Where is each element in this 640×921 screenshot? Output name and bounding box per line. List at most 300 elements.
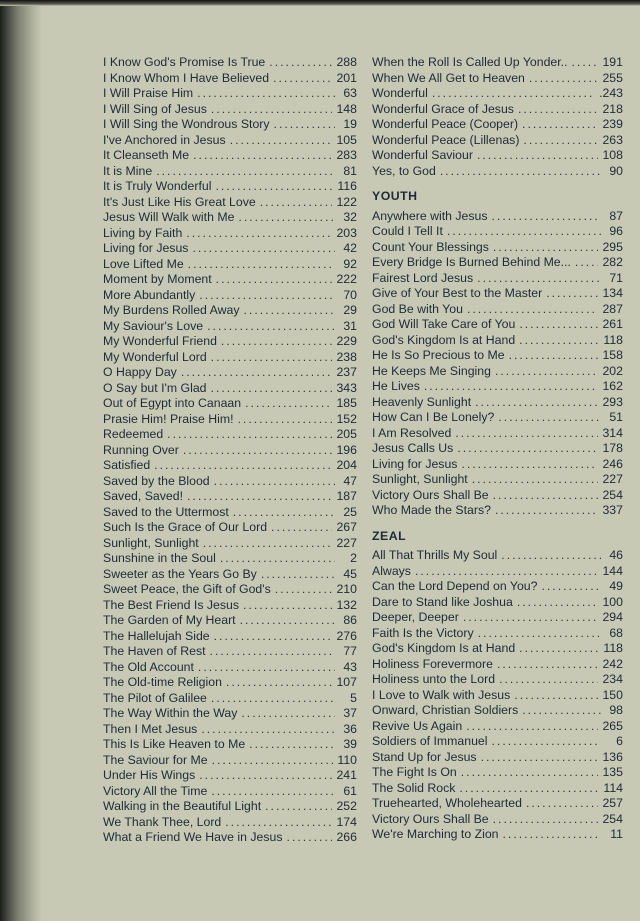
dot-leader bbox=[493, 812, 599, 828]
entry-page-number: 288 bbox=[336, 55, 357, 69]
index-entry bbox=[103, 303, 357, 319]
dot-leader bbox=[287, 830, 333, 846]
entry-page-number: 158 bbox=[602, 348, 623, 362]
entry-title: God Be with You bbox=[372, 301, 463, 316]
dot-leader bbox=[220, 551, 335, 567]
index-entry bbox=[372, 781, 623, 797]
index-entry bbox=[372, 86, 623, 102]
dot-leader bbox=[472, 472, 599, 488]
dot-leader bbox=[457, 441, 598, 457]
index-entry bbox=[372, 827, 623, 843]
dot-leader bbox=[214, 474, 335, 490]
dot-leader bbox=[275, 582, 333, 598]
entry-title: It Cleanseth Me bbox=[103, 148, 190, 162]
entry-title: The Old-time Religion bbox=[103, 675, 222, 689]
entry-page-number: 337 bbox=[602, 503, 623, 517]
dot-leader bbox=[203, 536, 333, 552]
entry-page-number: 205 bbox=[336, 427, 357, 441]
index-entry bbox=[103, 660, 357, 676]
dot-leader bbox=[193, 148, 332, 164]
entry-title: Always bbox=[372, 563, 411, 578]
index-entry bbox=[372, 379, 623, 395]
entry-title: Sweeter as the Years Go By bbox=[103, 566, 257, 581]
index-entry bbox=[372, 641, 623, 657]
index-entry bbox=[372, 610, 623, 626]
dot-leader bbox=[503, 827, 601, 843]
entry-page-number: 254 bbox=[602, 487, 623, 502]
entry-title: My Burdens Rolled Away bbox=[103, 303, 240, 317]
dot-leader bbox=[243, 598, 332, 614]
index-entry bbox=[372, 548, 623, 564]
entry-page-number: 201 bbox=[336, 70, 357, 85]
entry-title: Sunlight, Sunlight bbox=[103, 535, 199, 550]
book-spine-shadow bbox=[0, 0, 42, 921]
entry-title: God's Kingdom Is at Hand bbox=[372, 332, 516, 347]
entry-page-number: 174 bbox=[336, 814, 357, 829]
index-entry bbox=[103, 226, 357, 242]
dot-leader bbox=[167, 427, 332, 443]
entry-title: What a Friend We Have in Jesus bbox=[103, 830, 283, 844]
dot-leader bbox=[477, 148, 599, 164]
entry-page-number: 314 bbox=[602, 425, 623, 440]
index-entry bbox=[372, 364, 623, 380]
entry-title: The Old Account bbox=[103, 659, 194, 674]
entry-page-number: 234 bbox=[602, 672, 623, 686]
dot-leader bbox=[440, 164, 601, 180]
entry-title: Wonderful Peace (Lillenas) bbox=[372, 132, 520, 147]
entry-title: Living by Faith bbox=[103, 225, 183, 240]
index-entry bbox=[103, 722, 357, 738]
entry-page-number: 122 bbox=[336, 194, 357, 209]
entry-title: Anywhere with Jesus bbox=[372, 208, 488, 223]
entry-page-number: 257 bbox=[602, 796, 623, 810]
dot-leader bbox=[271, 520, 332, 536]
index-entry bbox=[372, 426, 623, 442]
dot-leader bbox=[243, 303, 335, 319]
dot-leader bbox=[273, 71, 332, 87]
index-entry bbox=[103, 830, 357, 846]
dot-leader bbox=[214, 629, 333, 645]
index-entry bbox=[103, 427, 357, 443]
index-entry bbox=[103, 381, 357, 397]
entry-page-number: 42 bbox=[343, 241, 357, 255]
index-entry bbox=[372, 579, 623, 595]
dot-leader bbox=[477, 271, 601, 287]
index-entry bbox=[103, 520, 357, 536]
dot-leader bbox=[501, 548, 601, 564]
index-entry bbox=[103, 799, 357, 815]
dot-leader bbox=[461, 457, 598, 473]
index-entry bbox=[103, 474, 357, 490]
index-entry bbox=[372, 657, 623, 673]
entry-title: The Way Within the Way bbox=[103, 706, 238, 720]
dot-leader bbox=[466, 719, 598, 735]
entry-page-number: 191 bbox=[602, 55, 623, 69]
index-entry bbox=[372, 734, 623, 750]
dot-leader bbox=[493, 240, 599, 256]
dot-leader bbox=[467, 302, 599, 318]
entry-title: When the Roll Is Called Up Yonder.. bbox=[372, 55, 568, 69]
entry-title: Stand Up for Jesus bbox=[372, 749, 477, 764]
dot-leader bbox=[265, 799, 332, 815]
dot-leader bbox=[522, 703, 601, 719]
entry-page-number: 100 bbox=[602, 594, 623, 609]
entry-page-number: 5 bbox=[350, 690, 357, 705]
index-entry bbox=[103, 598, 357, 614]
index-entry bbox=[372, 796, 623, 812]
entry-title: This Is Like Heaven to Me bbox=[103, 737, 246, 751]
index-entry bbox=[372, 395, 623, 411]
index-entry bbox=[372, 672, 623, 688]
index-entry bbox=[372, 719, 623, 735]
dot-leader bbox=[522, 117, 598, 133]
dot-leader bbox=[211, 350, 333, 366]
dot-leader bbox=[575, 255, 599, 271]
index-entry bbox=[372, 255, 623, 271]
entry-page-number: 266 bbox=[336, 830, 357, 844]
entry-title: God's Kingdom Is at Hand bbox=[372, 641, 516, 655]
index-entry bbox=[103, 396, 357, 412]
entry-page-number: 135 bbox=[602, 765, 623, 779]
entry-title: O Happy Day bbox=[103, 365, 177, 379]
entry-title: Moment by Moment bbox=[103, 272, 212, 286]
entry-page-number: 61 bbox=[343, 783, 357, 798]
index-entry bbox=[372, 564, 623, 580]
entry-page-number: 51 bbox=[609, 410, 623, 424]
index-entry bbox=[372, 488, 623, 504]
entry-title: It is Truly Wonderful bbox=[103, 179, 212, 193]
dot-leader bbox=[495, 503, 599, 519]
entry-title: Victory All the Time bbox=[103, 783, 208, 798]
dot-leader bbox=[274, 117, 335, 133]
entry-page-number: 196 bbox=[336, 442, 357, 457]
dot-leader bbox=[514, 688, 598, 704]
index-entry bbox=[103, 505, 357, 521]
index-list-w bbox=[372, 55, 623, 179]
dot-leader bbox=[226, 675, 333, 691]
index-entry bbox=[103, 241, 357, 257]
index-entry bbox=[103, 551, 357, 567]
entry-title: More Abundantly bbox=[103, 287, 196, 302]
entry-page-number: 19 bbox=[343, 117, 357, 131]
index-entry bbox=[372, 209, 623, 225]
entry-title: I Know God's Promise Is True bbox=[103, 55, 266, 69]
index-entry bbox=[372, 55, 623, 71]
entry-page-number: 162 bbox=[602, 379, 623, 393]
index-entry bbox=[372, 271, 623, 287]
dot-leader bbox=[424, 379, 599, 395]
entry-page-number: 263 bbox=[602, 132, 623, 147]
dot-leader bbox=[210, 644, 335, 660]
dot-leader bbox=[261, 567, 335, 583]
entry-title: I Know Whom I Have Believed bbox=[103, 70, 270, 85]
entry-page-number: 6 bbox=[616, 734, 623, 748]
entry-title: Sunlight, Sunlight bbox=[372, 472, 468, 486]
entry-page-number: 287 bbox=[602, 301, 623, 316]
dot-leader bbox=[186, 226, 332, 242]
index-entry bbox=[103, 319, 357, 335]
entry-title: Walking in the Beautiful Light bbox=[103, 799, 262, 813]
entry-page-number: 49 bbox=[609, 579, 623, 593]
dot-leader bbox=[546, 286, 598, 302]
entry-page-number: 36 bbox=[343, 721, 357, 736]
index-entry bbox=[372, 102, 623, 118]
entry-page-number: 227 bbox=[602, 472, 623, 486]
index-entry bbox=[372, 688, 623, 704]
entry-title: He Lives bbox=[372, 379, 420, 393]
dot-leader bbox=[461, 765, 599, 781]
index-entry bbox=[372, 224, 623, 240]
dot-leader bbox=[240, 613, 335, 629]
dot-leader bbox=[497, 657, 599, 673]
dot-leader bbox=[197, 86, 335, 102]
dot-leader bbox=[211, 102, 333, 118]
dot-leader bbox=[192, 241, 335, 257]
index-entry bbox=[103, 629, 357, 645]
entry-title: Victory Ours Shall Be bbox=[372, 487, 489, 502]
entry-page-number: 87 bbox=[609, 208, 623, 223]
entry-page-number: 114 bbox=[603, 780, 623, 795]
entry-title: The Fight Is On bbox=[372, 765, 457, 779]
entry-title: The Best Friend Is Jesus bbox=[103, 597, 240, 612]
entry-page-number: 25 bbox=[343, 504, 357, 519]
entry-title: Onward, Christian Soldiers bbox=[372, 703, 519, 717]
entry-title: Deeper, Deeper bbox=[372, 610, 459, 624]
index-entry bbox=[103, 102, 357, 118]
dot-leader bbox=[518, 102, 599, 118]
entry-title: Fairest Lord Jesus bbox=[372, 270, 474, 285]
index-entry bbox=[103, 334, 357, 350]
index-entry bbox=[372, 117, 623, 133]
index-entry bbox=[372, 765, 623, 781]
entry-title: Every Bridge Is Burned Behind Me... bbox=[372, 255, 571, 269]
entry-page-number: 45 bbox=[343, 566, 357, 581]
entry-page-number: 63 bbox=[343, 86, 357, 100]
entry-page-number: 294 bbox=[602, 610, 623, 624]
entry-title: My Wonderful Friend bbox=[103, 334, 217, 348]
dot-leader bbox=[492, 209, 601, 225]
entry-page-number: .243 bbox=[599, 86, 623, 100]
entry-title: He Is So Precious to Me bbox=[372, 348, 505, 362]
entry-page-number: 132 bbox=[336, 597, 357, 612]
entry-page-number: 237 bbox=[336, 365, 357, 379]
index-entry bbox=[372, 333, 623, 349]
dot-leader bbox=[492, 734, 601, 750]
entry-page-number: 178 bbox=[602, 441, 623, 455]
entry-page-number: 47 bbox=[343, 473, 357, 488]
index-entry bbox=[103, 567, 357, 583]
index-entry bbox=[103, 536, 357, 552]
entry-title: Soldiers of Immanuel bbox=[372, 734, 488, 748]
dot-leader bbox=[207, 319, 335, 335]
index-entry bbox=[103, 272, 357, 288]
entry-page-number: 31 bbox=[343, 318, 357, 333]
entry-title: I Will Sing of Jesus bbox=[103, 101, 207, 116]
entry-page-number: 227 bbox=[336, 535, 357, 550]
entry-page-number: 107 bbox=[336, 675, 357, 689]
index-entry bbox=[103, 195, 357, 211]
entry-title: The Solid Rock bbox=[372, 780, 456, 795]
dot-leader bbox=[245, 396, 332, 412]
index-entry bbox=[372, 812, 623, 828]
entry-title: Prasie Him! Praise Him! bbox=[103, 411, 234, 426]
index-entry bbox=[103, 412, 357, 428]
dot-leader bbox=[519, 317, 598, 333]
entry-page-number: 108 bbox=[602, 148, 623, 162]
entry-page-number: 282 bbox=[602, 255, 623, 269]
entry-page-number: 242 bbox=[602, 656, 623, 671]
entry-title: Heavenly Sunlight bbox=[372, 394, 472, 409]
entry-title: Such Is the Grace of Our Lord bbox=[103, 520, 268, 534]
entry-title: Sunshine in the Soul bbox=[103, 551, 216, 565]
index-list-zeal bbox=[372, 548, 623, 843]
index-entry bbox=[372, 317, 623, 333]
entry-page-number: 46 bbox=[609, 548, 623, 562]
entry-title: Living for Jesus bbox=[103, 241, 189, 255]
index-entry bbox=[372, 441, 623, 457]
entry-title: God Will Take Care of You bbox=[372, 317, 516, 331]
entry-page-number: 92 bbox=[343, 256, 357, 271]
dot-leader bbox=[260, 195, 333, 211]
dot-leader bbox=[238, 412, 333, 428]
dot-leader bbox=[523, 133, 598, 149]
entry-page-number: 71 bbox=[609, 270, 623, 285]
entry-page-number: 144 bbox=[602, 563, 623, 578]
entry-title: We Thank Thee, Lord bbox=[103, 814, 222, 829]
entry-title: Holiness unto the Lord bbox=[372, 672, 496, 686]
dot-leader bbox=[509, 348, 599, 364]
entry-page-number: 187 bbox=[336, 489, 357, 503]
entry-page-number: 96 bbox=[609, 224, 623, 238]
dot-leader bbox=[519, 641, 599, 657]
index-entry bbox=[372, 703, 623, 719]
index-entry bbox=[103, 164, 357, 180]
entry-title: I Will Sing the Wondrous Story bbox=[103, 117, 270, 131]
index-entry bbox=[103, 768, 357, 784]
entry-page-number: 210 bbox=[336, 582, 357, 596]
entry-page-number: 136 bbox=[602, 749, 623, 764]
entry-title: Love Lifted Me bbox=[103, 256, 184, 271]
entry-title: All That Thrills My Soul bbox=[372, 548, 498, 562]
index-entry bbox=[103, 458, 357, 474]
index-entry bbox=[103, 691, 357, 707]
entry-title: Saved by the Blood bbox=[103, 473, 210, 488]
dot-leader bbox=[199, 768, 332, 784]
entry-page-number: 241 bbox=[336, 768, 357, 782]
dot-leader bbox=[447, 224, 601, 240]
index-entry bbox=[372, 595, 623, 611]
entry-page-number: 239 bbox=[602, 117, 623, 131]
index-entry bbox=[103, 784, 357, 800]
entry-title: I Am Resolved bbox=[372, 425, 452, 440]
index-entry bbox=[372, 750, 623, 766]
dot-leader bbox=[432, 86, 595, 102]
entry-title: He Keeps Me Singing bbox=[372, 363, 491, 378]
index-entry bbox=[372, 626, 623, 642]
entry-page-number: 204 bbox=[336, 458, 357, 472]
index-entry bbox=[103, 582, 357, 598]
index-entry bbox=[372, 148, 623, 164]
entry-page-number: 39 bbox=[343, 737, 357, 751]
entry-title: Saved to the Uttermost bbox=[103, 504, 229, 519]
entry-page-number: 32 bbox=[343, 210, 357, 224]
dot-leader bbox=[215, 179, 333, 195]
entry-page-number: 105 bbox=[336, 132, 357, 147]
index-column-right bbox=[372, 55, 623, 843]
entry-title: Dare to Stand like Joshua bbox=[372, 594, 513, 609]
entry-title: We're Marching to Zion bbox=[372, 827, 499, 841]
entry-page-number: 229 bbox=[336, 334, 357, 348]
index-entry bbox=[103, 737, 357, 753]
index-entry bbox=[103, 133, 357, 149]
entry-title: Revive Us Again bbox=[372, 718, 463, 733]
index-entry bbox=[103, 71, 357, 87]
dot-leader bbox=[198, 660, 335, 676]
dot-leader bbox=[233, 505, 335, 521]
index-entry bbox=[103, 489, 357, 505]
index-entry bbox=[372, 348, 623, 364]
dot-leader bbox=[156, 164, 335, 180]
dot-leader bbox=[199, 288, 335, 304]
dot-leader bbox=[459, 781, 599, 797]
entry-title: Count Your Blessings bbox=[372, 239, 489, 254]
dot-leader bbox=[211, 784, 335, 800]
entry-page-number: 118 bbox=[603, 641, 623, 655]
dot-leader bbox=[495, 364, 599, 380]
dot-leader bbox=[225, 815, 332, 831]
section-heading-youth: YOUTH bbox=[372, 189, 418, 203]
entry-title: Could I Tell It bbox=[372, 224, 443, 238]
entry-title: Redeemed bbox=[103, 427, 164, 441]
entry-page-number: 37 bbox=[343, 706, 357, 720]
index-column-left bbox=[103, 55, 357, 846]
dot-leader bbox=[201, 722, 335, 738]
entry-title: My Saviour's Love bbox=[103, 318, 204, 333]
entry-page-number: 68 bbox=[609, 625, 623, 640]
entry-title: O Say but I'm Glad bbox=[103, 380, 207, 395]
entry-title: My Wonderful Lord bbox=[103, 349, 207, 364]
index-entry bbox=[103, 815, 357, 831]
entry-title: The Haven of Rest bbox=[103, 644, 206, 658]
entry-page-number: 116 bbox=[337, 179, 357, 193]
dot-leader bbox=[211, 381, 333, 397]
entry-page-number: 222 bbox=[336, 272, 357, 286]
dot-leader bbox=[181, 365, 333, 381]
entry-page-number: 203 bbox=[336, 225, 357, 240]
page-top-edge bbox=[0, 0, 640, 6]
index-entry bbox=[103, 753, 357, 769]
index-entry bbox=[103, 443, 357, 459]
entry-title: It is Mine bbox=[103, 163, 153, 178]
index-entry bbox=[103, 117, 357, 133]
dot-leader bbox=[481, 750, 599, 766]
entry-title: The Pilot of Galilee bbox=[103, 690, 207, 705]
dot-leader bbox=[241, 706, 335, 722]
entry-page-number: 185 bbox=[336, 396, 357, 410]
entry-title: How Can I Be Lonely? bbox=[372, 410, 495, 424]
index-entry bbox=[372, 164, 623, 180]
entry-page-number: 261 bbox=[602, 317, 623, 331]
dot-leader bbox=[475, 395, 598, 411]
index-entry bbox=[103, 86, 357, 102]
dot-leader bbox=[517, 595, 599, 611]
index-entry bbox=[372, 410, 623, 426]
entry-title: It's Just Like His Great Love bbox=[103, 194, 256, 209]
entry-page-number: 293 bbox=[602, 394, 623, 409]
dot-leader bbox=[188, 257, 335, 273]
entry-page-number: 90 bbox=[609, 163, 623, 178]
index-entry bbox=[103, 675, 357, 691]
